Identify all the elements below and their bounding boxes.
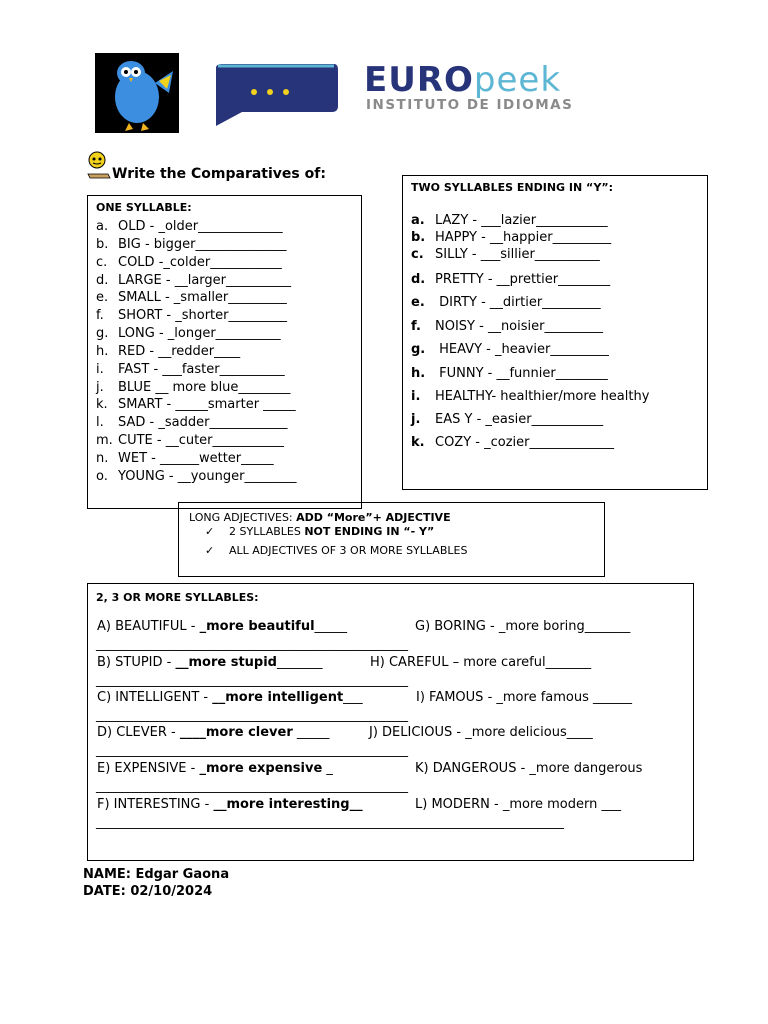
exercise-row — [97, 797, 363, 812]
item-letter: j. — [96, 379, 104, 395]
list-item — [411, 389, 649, 404]
item-text: SHORT - _shorter_________ — [118, 308, 287, 324]
long-adjectives-rule — [189, 511, 451, 524]
thinking-face-icon — [86, 150, 112, 186]
exercise-answer: __more interesting__ — [213, 797, 363, 812]
item-letter: f. — [96, 308, 104, 324]
list-item — [411, 435, 614, 450]
list-item — [96, 414, 296, 432]
item-text: SMALL - _smaller_________ — [118, 290, 287, 306]
item-letter: k. — [96, 397, 108, 413]
exercise-blank: _____ — [292, 725, 330, 740]
answer-line: ________________________________________________ — [96, 708, 408, 723]
rule2: ALL ADJECTIVES OF 3 OR MORE SYLLABLES — [229, 544, 468, 557]
item-letter: i. — [96, 361, 104, 377]
item-letter: o. — [96, 468, 108, 484]
exercise-row — [97, 655, 323, 670]
one-syllable-heading: ONE SYLLABLE: — [96, 201, 192, 214]
item-text: FAST - ___faster__________ — [118, 361, 285, 377]
exercise-right: L) MODERN - _more modern ___ — [415, 797, 621, 812]
date: DATE: 02/10/2024 — [83, 884, 213, 899]
multi-syllables-box — [87, 583, 694, 861]
multi-syllables-heading: 2, 3 OR MORE SYLLABLES: — [96, 591, 259, 604]
list-item — [96, 325, 296, 343]
item-text: CUTE - __cuter___________ — [118, 433, 285, 449]
exercise-blank: ___ — [343, 690, 363, 705]
list-item — [411, 213, 608, 228]
one-syllable-box — [87, 195, 362, 509]
item-text: COZY - _cozier_____________ — [435, 435, 614, 450]
item-letter: l. — [96, 415, 104, 431]
list-item — [96, 468, 296, 486]
item-letter: e. — [96, 290, 109, 306]
rule-item — [205, 525, 434, 538]
brand-name — [364, 60, 561, 100]
item-letter: g. — [411, 342, 426, 357]
list-item — [96, 450, 296, 468]
exercise-answer: __more stupid — [175, 655, 277, 670]
list-item — [96, 361, 296, 379]
exercise-blank: _______ — [277, 655, 323, 670]
rule1-pre: 2 SYLLABLES — [229, 525, 305, 538]
list-item — [96, 254, 296, 272]
item-text: YOUNG - __younger________ — [118, 468, 297, 484]
exercise-row — [97, 690, 363, 705]
two-syllables-heading: TWO SYLLABLES ENDING IN “Y”: — [411, 181, 614, 194]
exercise-prompt: B) STUPID - — [97, 655, 176, 670]
item-text: DIRTY - __dirtier_________ — [435, 295, 601, 310]
item-text: LARGE - __larger__________ — [118, 272, 291, 288]
item-letter: c. — [411, 247, 424, 262]
exercise-answer: __more intelligent — [212, 690, 344, 705]
item-text: COLD -_colder___________ — [118, 254, 282, 270]
long-adjectives-lead-bold: ADD “More”+ ADJECTIVE — [296, 511, 451, 524]
list-item — [411, 366, 608, 381]
list-item — [96, 379, 296, 397]
item-letter: a. — [411, 213, 425, 228]
exercise-prompt: C) INTELLIGENT - — [97, 690, 213, 705]
item-letter: a. — [96, 219, 109, 234]
item-text: SMART - _____smarter _____ — [118, 397, 296, 413]
item-letter: c. — [96, 254, 108, 270]
item-letter: e. — [411, 295, 425, 310]
brand-subtitle: INSTITUTO DE IDIOMAS — [366, 97, 574, 113]
item-text: LAZY - ___lazier___________ — [435, 213, 608, 228]
brand-peek: peek — [473, 60, 562, 100]
answer-line: ________________________________________________ — [96, 673, 408, 688]
list-item — [96, 218, 296, 236]
list-item — [96, 343, 296, 361]
exercise-prompt: D) CLEVER - — [97, 725, 180, 740]
answer-line: ________________________________________________ — [96, 637, 408, 652]
item-letter: d. — [411, 272, 426, 287]
item-letter: h. — [96, 343, 109, 359]
list-item — [96, 307, 296, 325]
rule-item — [205, 544, 467, 557]
exercise-blank: _ — [322, 761, 333, 776]
chat-bubble-icon — [214, 62, 340, 128]
list-item — [411, 247, 600, 262]
exercise-prompt: A) BEAUTIFUL - — [97, 619, 200, 634]
bird-icon — [95, 53, 179, 133]
item-text: SILLY - ___sillier__________ — [435, 247, 600, 262]
item-text: HEAVY - _heavier_________ — [435, 342, 609, 357]
exercise-row — [97, 725, 329, 740]
item-text: BIG - bigger______________ — [118, 236, 287, 252]
exercise-row — [97, 619, 347, 634]
item-letter: k. — [411, 435, 425, 450]
item-text: BLUE __ more blue________ — [118, 379, 291, 395]
item-text: SAD - _sadder____________ — [118, 415, 288, 431]
page-title: Write the Comparatives of: — [112, 166, 326, 182]
exercise-answer: ____more clever — [179, 725, 293, 740]
rule1-bold: NOT ENDING IN “- Y” — [304, 525, 435, 538]
answer-line: ________________________________________________ — [96, 779, 408, 794]
item-text: PRETTY - __prettier________ — [435, 272, 611, 287]
checkmark-icon: ✓ — [205, 525, 215, 538]
student-name: NAME: Edgar Gaona — [83, 867, 230, 882]
answer-line: ________________________________________________ — [96, 743, 408, 758]
list-item — [411, 230, 611, 245]
list-item — [96, 432, 296, 450]
long-adjectives-box — [178, 502, 605, 577]
exercise-right: I) FAMOUS - _more famous ______ — [416, 690, 632, 705]
exercise-answer: _more beautiful — [199, 619, 315, 634]
exercise-prompt: F) INTERESTING - — [97, 797, 214, 812]
item-letter: d. — [96, 272, 109, 288]
list-item — [96, 396, 296, 414]
exercise-right: G) BORING - _more boring_______ — [415, 619, 631, 634]
list-item — [96, 272, 296, 290]
exercise-row — [97, 761, 333, 776]
list-item — [411, 342, 609, 357]
item-letter: j. — [411, 412, 421, 427]
brand-euro: EURO — [364, 60, 474, 100]
two-syllables-box — [402, 175, 708, 490]
checkmark-icon: ✓ — [205, 544, 215, 557]
item-text: HEALTHY- healthier/more healthy — [435, 389, 650, 404]
exercise-right: K) DANGEROUS - _more dangerous — [415, 761, 643, 776]
item-letter: f. — [411, 319, 421, 334]
item-text: OLD - _older_____________ — [118, 219, 283, 234]
item-letter: m. — [96, 433, 113, 449]
item-text: RED - __redder____ — [118, 343, 241, 359]
item-text: WET - ______wetter_____ — [118, 450, 274, 466]
exercise-right: H) CAREFUL – more careful_______ — [370, 655, 592, 670]
exercise-answer: _more expensive — [199, 761, 323, 776]
one-syllable-list — [96, 218, 296, 486]
list-item — [96, 236, 296, 254]
item-letter: b. — [411, 230, 426, 245]
list-item — [411, 319, 603, 334]
list-item — [96, 289, 296, 307]
bird-logo — [95, 53, 179, 133]
chat-bubble-logo — [214, 62, 340, 128]
exercise-prompt: E) EXPENSIVE - — [97, 761, 200, 776]
list-item — [411, 412, 603, 427]
item-letter: h. — [411, 366, 426, 381]
answer-line: ________________________________________________________________________ — [96, 815, 564, 830]
item-letter: n. — [96, 450, 109, 466]
exercise-blank: _____ — [314, 619, 348, 634]
item-letter: b. — [96, 236, 109, 252]
item-text: FUNNY - __funnier________ — [435, 366, 608, 381]
item-letter: i. — [411, 389, 421, 404]
item-text: LONG - _longer__________ — [118, 326, 281, 342]
item-letter: g. — [96, 326, 109, 342]
long-adjectives-lead: LONG ADJECTIVES: — [189, 511, 297, 524]
item-text: EAS Y - _easier___________ — [435, 412, 604, 427]
exercise-right: J) DELICIOUS - _more delicious____ — [369, 725, 593, 740]
list-item — [411, 272, 610, 287]
list-item — [411, 295, 601, 310]
item-text: NOISY - __noisier_________ — [435, 319, 603, 334]
item-text: HAPPY - __happier_________ — [435, 230, 612, 245]
